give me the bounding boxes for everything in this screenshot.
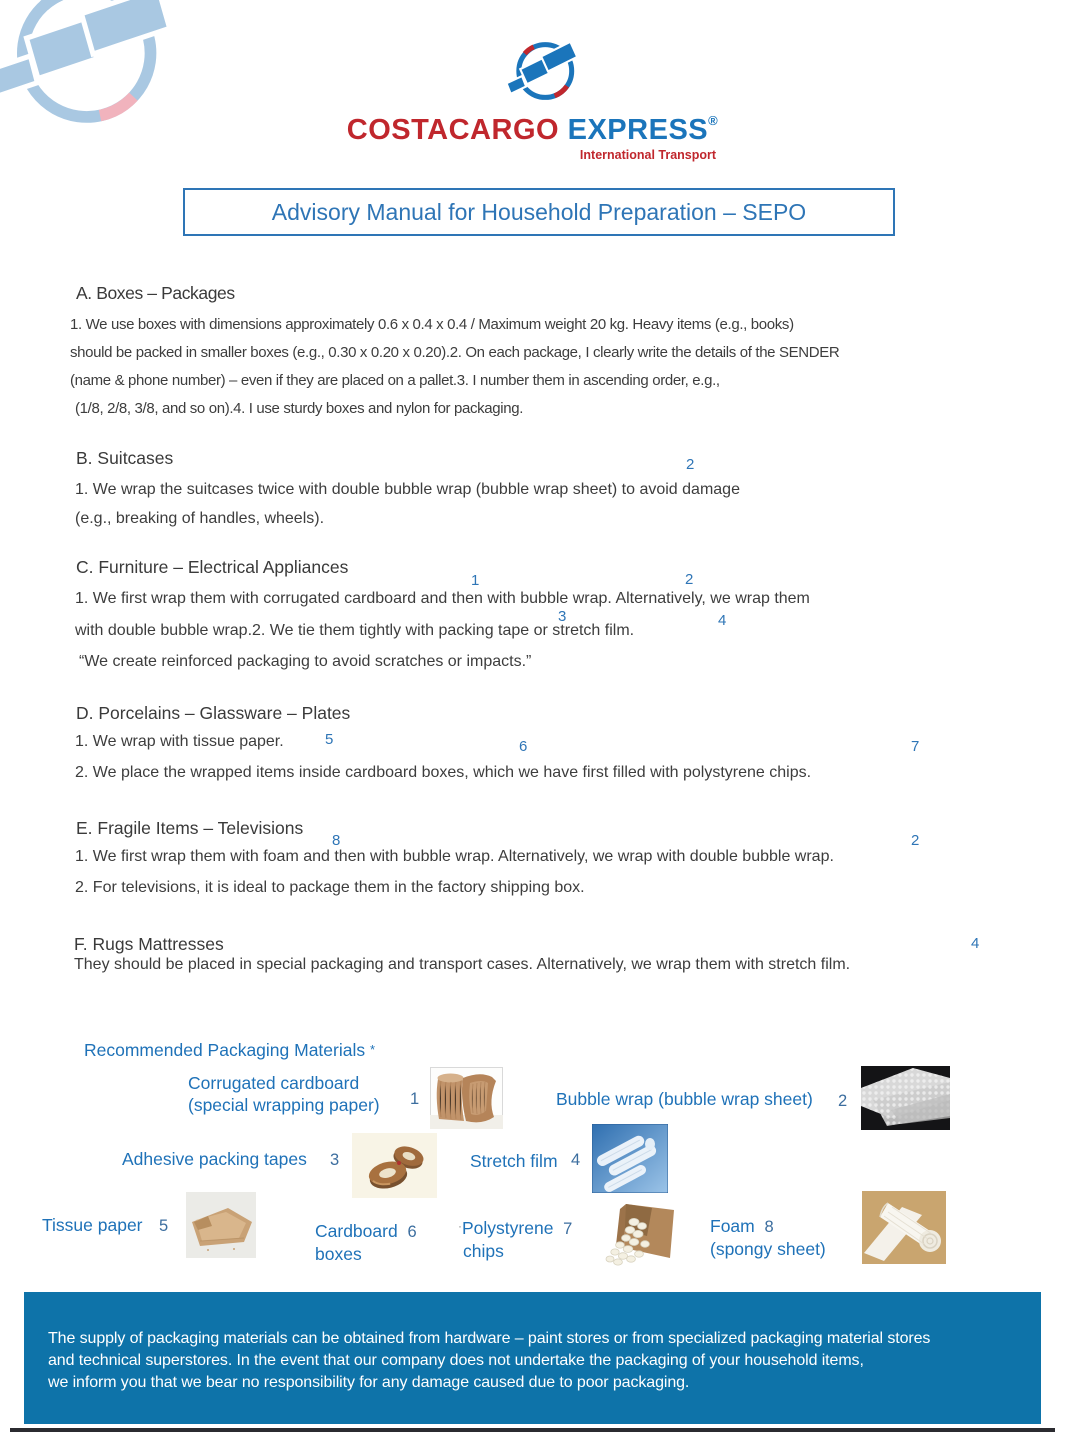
superscript-ref: 2	[911, 832, 920, 849]
material-number: 3	[330, 1151, 340, 1169]
section-f-line-1: They should be placed in special packaging and transport cases. Alternatively, we wrap them with stretch film.	[74, 956, 851, 973]
material-number: 5	[159, 1217, 169, 1235]
page-title: Advisory Manual for Household Preparation – SEPO	[271, 198, 807, 225]
section-f-heading: F. Rugs Mattresses	[74, 934, 224, 954]
material-label-line: Corrugated cardboard	[188, 1073, 360, 1093]
footer-line-1: The supply of packaging materials can be obtained from hardware – paint stores or from specialized packaging material stores	[48, 1330, 931, 1347]
superscript-ref: 3	[558, 608, 567, 625]
section-a-line-2: should be packed in smaller boxes (e.g., 0.30 x 0.20 x 0.20).2. On each package, I clearly write the details of the SENDER	[70, 344, 840, 361]
material-label-polystyrene-chips	[458, 1216, 572, 1262]
section-c-line-1: 1. We first wrap them with corrugated cardboard and then with bubble wrap. Alternatively, we wrap them	[75, 590, 810, 607]
section-b-line-1: 1. We wrap the suitcases twice with double bubble wrap (bubble wrap sheet) to avoid damage	[75, 481, 740, 498]
material-label-cardboard-boxes	[315, 1221, 417, 1265]
material-number: 2	[838, 1092, 848, 1110]
tissue-paper-photo	[186, 1192, 256, 1263]
superscript-ref: 2	[686, 456, 695, 473]
polystyrene-chips-photo	[590, 1196, 680, 1277]
section-d-line-2: 2. We place the wrapped items inside cardboard boxes, which we have first filled with polystyrene chips.	[75, 764, 812, 781]
section-c-line-3: “We create reinforced packaging to avoid scratches or impacts.”	[79, 653, 532, 670]
title-box	[183, 188, 895, 236]
bottom-rule	[10, 1428, 1055, 1432]
material-number: 8	[764, 1218, 774, 1236]
costacargo-ring-arrow-icon	[498, 30, 598, 112]
brand-tagline: International Transport	[579, 148, 717, 162]
superscript-ref: 8	[332, 832, 341, 849]
material-sublabel-line: (special wrapping paper)	[188, 1094, 380, 1115]
material-label-tissue-paper: Tissue paper	[42, 1215, 143, 1235]
material-label-packing-tapes: Adhesive packing tapes	[122, 1149, 307, 1169]
materials-heading-text: Recommended Packaging Materials	[84, 1040, 366, 1060]
material-label-foam	[710, 1216, 826, 1260]
material-label-corrugated-cardboard	[188, 1073, 380, 1116]
superscript-ref: 4	[971, 935, 980, 952]
stretch-film-photo	[592, 1124, 668, 1198]
brand-name-blue: EXPRESS	[567, 114, 709, 146]
material-number: 1	[410, 1090, 420, 1108]
brand-name	[0, 113, 1065, 147]
superscript-ref: 7	[911, 738, 920, 755]
section-b-line-2: (e.g., breaking of handles, wheels).	[75, 510, 325, 527]
superscript-ref: 4	[718, 612, 727, 629]
section-a-line-1: 1. We use boxes with dimensions approximately 0.6 x 0.4 x 0.4 / Maximum weight 20 kg. Heavy items (e.g., books)	[70, 316, 794, 333]
material-sublabel-line: chips	[463, 1240, 504, 1261]
footer-line-2: and technical superstores. In the event that our company does not undertake the packaging of your household items,	[48, 1352, 864, 1369]
brand-name-red: COSTACARGO	[346, 114, 560, 146]
material-label-stretch-film: Stretch film	[470, 1151, 558, 1171]
material-label-line: Cardboard	[315, 1221, 398, 1241]
material-sublabel-line: boxes	[315, 1243, 362, 1264]
section-d-line-1: 1. We wrap with tissue paper.	[75, 733, 284, 750]
bubble-wrap-photo	[861, 1066, 950, 1135]
section-e-heading: E. Fragile Items – Televisions	[76, 818, 304, 838]
section-e-line-1: 1. We first wrap them with foam and then with bubble wrap. Alternatively, we wrap with double bubble wrap.	[75, 848, 834, 865]
materials-asterisk: *	[370, 1042, 376, 1057]
section-d-heading: D. Porcelains – Glassware – Plates	[76, 703, 351, 723]
materials-heading	[84, 1040, 375, 1061]
material-number: 6	[407, 1223, 417, 1241]
superscript-ref: 6	[519, 738, 528, 755]
section-a-line-4: (1/8, 2/8, 3/8, and so on).4. I use sturdy boxes and nylon for packaging.	[75, 400, 524, 417]
section-c-line-2: with double bubble wrap.2. We tie them tightly with packing tape or stretch film.	[75, 622, 635, 639]
section-e-line-2: 2. For televisions, it is ideal to package them in the factory shipping box.	[75, 879, 585, 896]
section-b-heading: B. Suitcases	[76, 448, 174, 468]
material-label-bubble-wrap: Bubble wrap (bubble wrap sheet)	[556, 1089, 813, 1109]
stray-dot: ·	[458, 1219, 462, 1233]
material-number: 7	[563, 1220, 573, 1238]
section-a-heading: A. Boxes – Packages	[76, 283, 235, 303]
foam-roll-photo	[862, 1191, 946, 1269]
material-label-line: Foam	[710, 1216, 755, 1236]
corrugated-cardboard-photo	[430, 1067, 503, 1134]
registered-mark: ®	[708, 113, 719, 128]
section-a-line-3: (name & phone number) – even if they are placed on a pallet.3. I number them in ascending order, e.g.,	[70, 372, 720, 389]
material-sublabel-line: (spongy sheet)	[710, 1238, 826, 1259]
packing-tape-photo	[352, 1133, 437, 1203]
section-c-heading: C. Furniture – Electrical Appliances	[76, 557, 349, 577]
superscript-ref: 5	[325, 731, 334, 748]
footer-line-3: we inform you that we bear no responsibility for any damage caused due to poor packaging.	[48, 1374, 690, 1391]
material-label-line: Polystyrene	[462, 1218, 554, 1238]
footer-note	[24, 1292, 1041, 1424]
superscript-ref: 1	[471, 572, 480, 589]
superscript-ref: 2	[685, 571, 694, 588]
material-number: 4	[571, 1151, 581, 1169]
